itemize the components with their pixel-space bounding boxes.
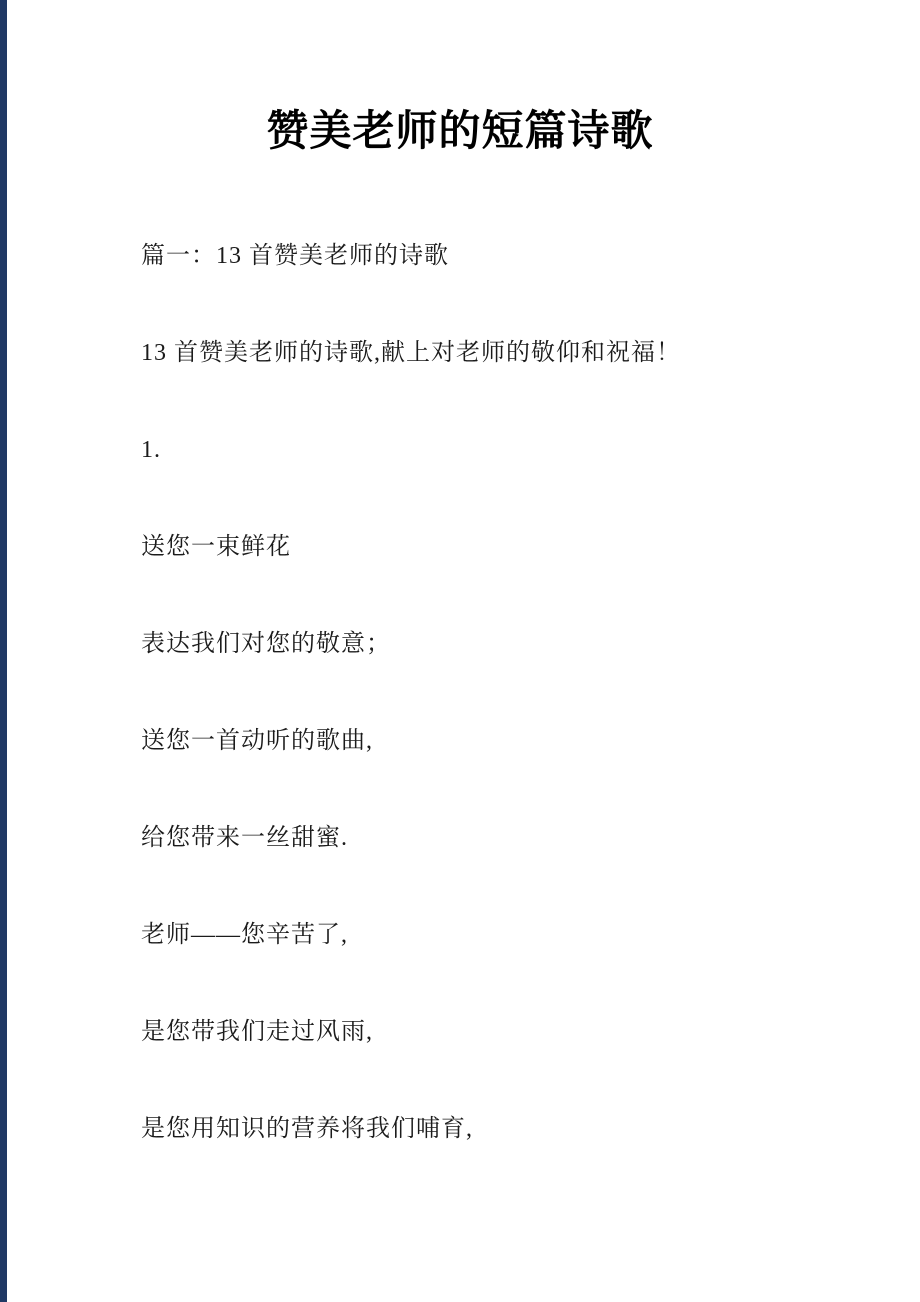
- paragraph-line: 13 首赞美老师的诗歌,献上对老师的敬仰和祝福！: [141, 340, 681, 366]
- paragraph-line: 给您带来一丝甜蜜.: [141, 825, 348, 851]
- paragraph-line: 送您一首动听的歌曲,: [141, 728, 373, 754]
- paragraph-line: 是您带我们走过风雨,: [141, 1019, 373, 1045]
- paragraph-line: 老师——您辛苦了,: [141, 922, 348, 948]
- paragraph-line: 是您用知识的营养将我们哺育,: [141, 1116, 473, 1142]
- document-body: [0, 243, 920, 1142]
- paragraph-line: 送您一束鲜花: [141, 534, 291, 560]
- document-title: 赞美老师的短篇诗歌: [266, 107, 654, 154]
- paragraph-line: 篇一：13 首赞美老师的诗歌: [141, 243, 449, 269]
- paragraph-line: 表达我们对您的敬意；: [141, 631, 391, 657]
- paragraph-line: 1.: [141, 437, 161, 463]
- page-left-edge-line: [0, 0, 7, 1302]
